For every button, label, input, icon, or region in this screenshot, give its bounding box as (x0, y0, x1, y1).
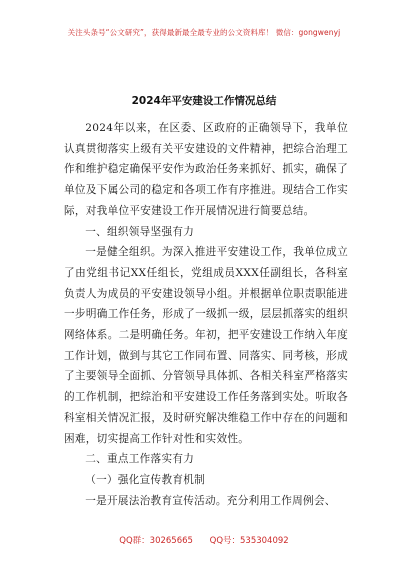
document-body (64, 118, 348, 511)
section-heading-2: 二、重点工作落实有力 (85, 453, 195, 466)
intro-paragraph: 2024年以来，在区委、区政府的正确领导下，我单位认真贯彻落实上级有关平安建设的文件精神，把综合治理工作和维护稳定确保平安作为政治任务来抓好、抓实，确保了单位及下属公司的稳定和各项工作有序推进。现结合工作实际，对我单位平安建设工作开展情况进行简要总结。 (64, 122, 348, 217)
body-paragraph: 一是健全组织。为深入推进平安建设工作，我单位成立了由党组书记XX任组长，党组成员XXX任副组长，各科室负责人为成员的平安建设领导小组。并根据单位职责职能进一步明确工作任务，形成了一级抓一级，层层抓落实的组织网络体系。二是明确任务。年初，把平安建设工作纳入年度工作计划，做到与其它工作同布置、同落实、同考核，形成了主要领导全面抓、分管领导具体抓、各相关科室严格落实的工作机制，把综治和平安建设工作任务落到实处。听取各科室相关情况汇报，及时研究解决维稳工作中存在的问题和困难，切实提高工作针对性和实效性。 (64, 246, 348, 445)
qq-group: QQ群：30265665 (119, 536, 193, 546)
subsection-heading: （一）强化宣传教育机制 (85, 473, 206, 486)
section-heading-1: 一、组织领导坚强有力 (85, 225, 195, 238)
page-title: 2024年平安建设工作情况总结 (131, 95, 277, 107)
qq-number: QQ号：535304092 (209, 536, 289, 546)
body-paragraph-continued: 一是开展法治教育宣传活动。充分利用工作周例会、 (85, 494, 336, 507)
footer-contacts (0, 534, 408, 546)
header-banner: 关注头条号“公文研究”，获得最新最全最专业的公文资料库！ 微信：gongwenyj (67, 28, 341, 37)
